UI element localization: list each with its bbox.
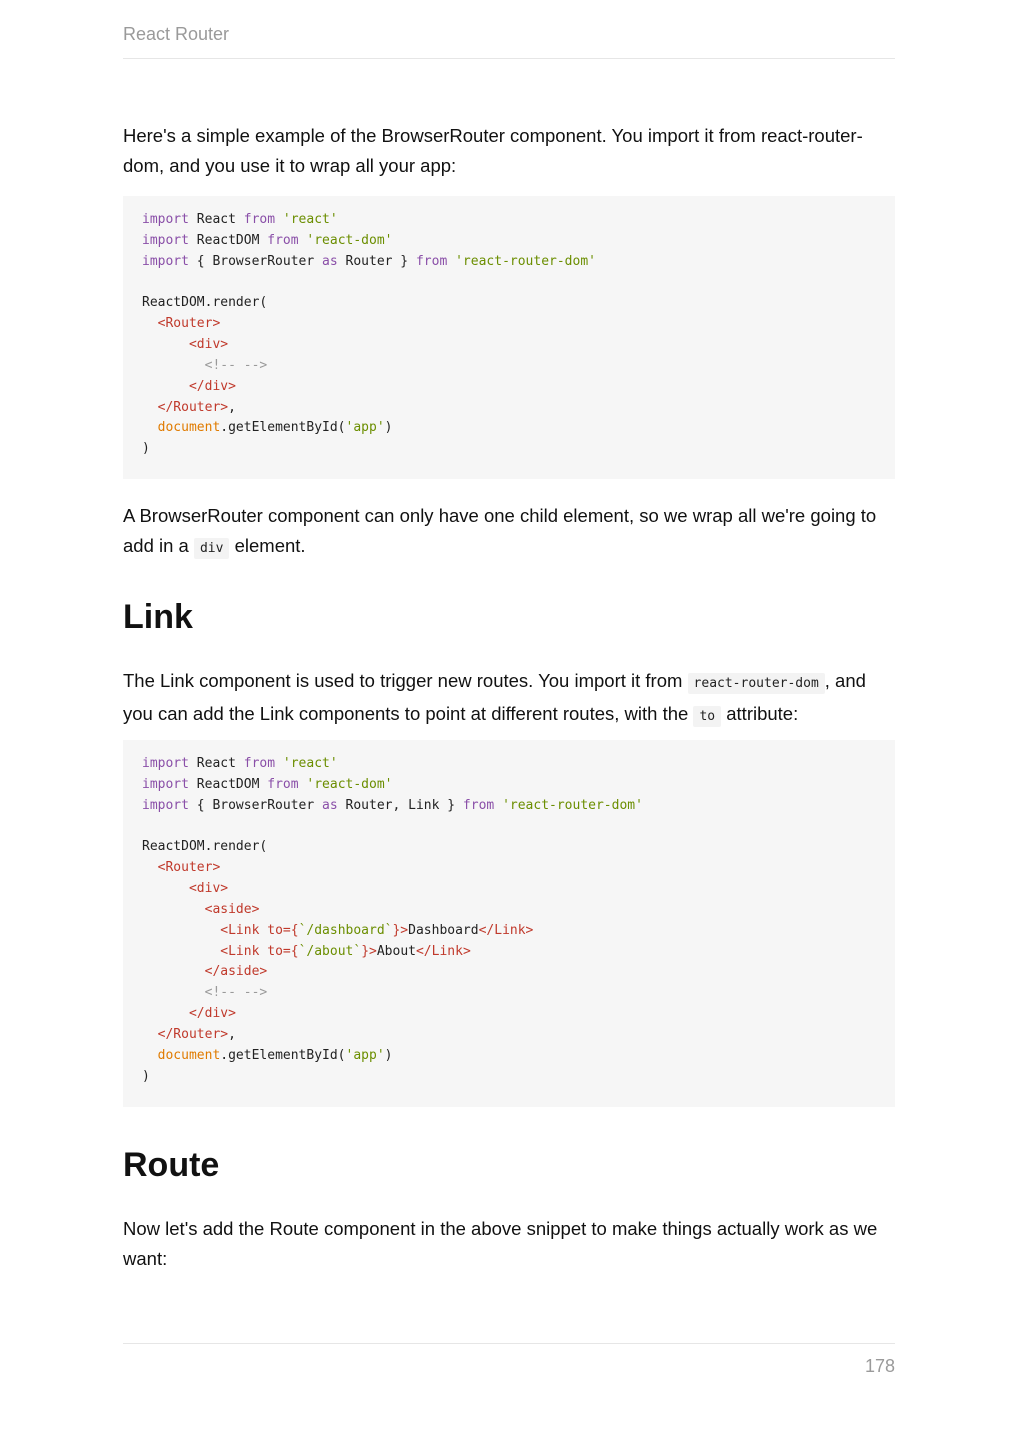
code-token: ) (142, 1068, 150, 1084)
code-token: 'react-router-dom' (455, 253, 596, 269)
code-token: React (188, 212, 244, 227)
code-token: }> (361, 943, 377, 959)
code-line (142, 441, 150, 456)
code-token: ) (384, 420, 393, 436)
code-token: <!-- --> (204, 357, 268, 373)
code-token: 'app' (345, 420, 385, 436)
code-line (142, 923, 533, 938)
code-token: 'react' (282, 756, 338, 771)
inline-code-div: div (194, 538, 229, 559)
code-token: </div> (188, 378, 236, 394)
code-token: from (267, 232, 299, 248)
code-token: ReactDOM.render( (142, 839, 268, 855)
code-token (142, 860, 158, 875)
code-token: ReactDOM (188, 232, 268, 248)
code-token: 'react-router-dom' (502, 797, 643, 813)
code-block-browser-router (123, 196, 895, 479)
code-token (142, 985, 205, 1000)
inline-code-to: to (693, 706, 721, 727)
code-token: </Router> (157, 1026, 229, 1042)
code-line (142, 1027, 236, 1042)
code-token: `/dashboard` (298, 922, 393, 938)
code-token (142, 420, 158, 435)
code-token: </aside> (204, 964, 268, 980)
code-token (275, 756, 283, 771)
code-token: </Link> (478, 922, 534, 938)
code-token: <div> (188, 337, 229, 353)
code-token (142, 923, 220, 938)
code-token (142, 881, 189, 896)
code-line (142, 756, 338, 771)
code-token: ReactDOM.render( (142, 295, 268, 311)
code-line (142, 964, 267, 979)
code-token (142, 1048, 158, 1063)
code-line (142, 337, 228, 352)
code-token (142, 358, 205, 373)
code-token: ) (384, 1047, 393, 1063)
code-line (142, 400, 236, 415)
code-line (142, 985, 267, 1000)
code-token (142, 944, 220, 959)
code-token: document (157, 420, 221, 436)
code-line (142, 798, 643, 813)
header-divider (123, 58, 895, 59)
code-line (142, 254, 596, 269)
code-token: import (142, 776, 189, 792)
document-page (123, 0, 895, 1440)
code-token (142, 316, 158, 331)
code-token: import (142, 212, 189, 227)
code-line (142, 860, 220, 875)
code-token (142, 964, 205, 979)
code-token (142, 400, 158, 415)
code-line (142, 839, 267, 854)
code-token: from (415, 253, 448, 269)
code-line (142, 1048, 392, 1063)
code-token (142, 1006, 189, 1021)
code-token: <Router> (157, 860, 221, 876)
code-token: import (142, 232, 189, 248)
code-token: .getElementById( (220, 1047, 346, 1063)
code-token (142, 379, 189, 394)
code-token: from (243, 756, 276, 771)
code-line (142, 420, 392, 435)
code-token: import (142, 253, 189, 269)
code-token: Router } (337, 253, 416, 269)
code-token: { BrowserRouter (188, 797, 323, 813)
code-line (142, 316, 220, 331)
code-block-link-example (123, 740, 895, 1107)
one-child-text-before: A BrowserRouter component can only have one child element, so we wrap all we're going to add in a (123, 505, 877, 556)
code-line (142, 1069, 150, 1084)
code-line (142, 358, 267, 373)
code-token: <Link to={ (220, 922, 299, 938)
code-token: from (462, 797, 495, 813)
code-line (142, 1006, 236, 1021)
code-token: </div> (188, 1006, 236, 1022)
one-child-paragraph (123, 501, 895, 563)
code-token: as (322, 797, 338, 813)
code-token: 'app' (345, 1047, 385, 1063)
route-intro-paragraph: Now let's add the Route component in the above snippet to make things actually work as we want: (123, 1218, 878, 1269)
page-number: 178 (864, 1356, 895, 1376)
code-token (142, 1027, 158, 1042)
link-text-middle: , and you can add the Link components to point at different routes, with the (123, 670, 866, 724)
code-token: 'react' (282, 212, 338, 227)
heading-link: Link (123, 598, 193, 636)
code-token: <div> (188, 881, 229, 897)
code-token: <Router> (157, 316, 221, 332)
code-token: }> (392, 922, 409, 938)
footer-divider (123, 1343, 895, 1344)
one-child-text-after: element. (229, 534, 306, 556)
code-token: <!-- --> (204, 985, 268, 1001)
code-line (142, 295, 267, 310)
link-text-before: The Link component is used to trigger new routes. You import it from (123, 670, 688, 691)
code-token: Router, Link } (337, 797, 463, 813)
code-token (447, 254, 455, 269)
code-line (142, 944, 471, 959)
code-token: { BrowserRouter (188, 253, 323, 269)
inline-code-react-router-dom: react-router-dom (688, 673, 825, 694)
code-token: ) (142, 441, 150, 457)
code-token (142, 337, 189, 352)
code-token: `/about` (298, 943, 362, 959)
code-token (494, 798, 502, 813)
code-token (275, 212, 283, 227)
code-token: 'react-dom' (306, 776, 393, 792)
code-token: </Link> (415, 943, 471, 959)
code-token: from (243, 212, 276, 227)
code-line (142, 777, 392, 792)
code-token: <aside> (204, 901, 260, 917)
code-token: ReactDOM (188, 776, 268, 792)
code-token: 'react-dom' (306, 232, 393, 248)
code-token: , (228, 1026, 236, 1042)
link-text-after: attribute: (721, 702, 799, 724)
code-token: as (322, 253, 338, 269)
code-line (142, 379, 236, 394)
link-paragraph (123, 666, 895, 731)
code-token: , (228, 399, 236, 415)
code-token: .getElementById( (220, 420, 346, 436)
code-token: import (142, 797, 189, 813)
code-token: React (188, 756, 244, 771)
code-line (142, 902, 259, 917)
code-token: Dashboard (408, 922, 479, 938)
code-token (142, 902, 205, 917)
intro-paragraph: Here's a simple example of the BrowserRouter component. You import it from react-router-dom, and you use it to wrap all your app: (123, 125, 863, 176)
code-token: document (157, 1047, 221, 1063)
code-token: About (376, 943, 416, 959)
code-line (142, 212, 338, 227)
code-token: </Router> (157, 399, 229, 415)
heading-route: Route (123, 1146, 220, 1184)
code-line (142, 881, 228, 896)
running-header-title: React Router (123, 24, 230, 44)
code-line (142, 233, 392, 248)
code-token: <Link to={ (220, 943, 299, 959)
code-token: import (142, 756, 189, 771)
code-token: from (267, 776, 299, 792)
